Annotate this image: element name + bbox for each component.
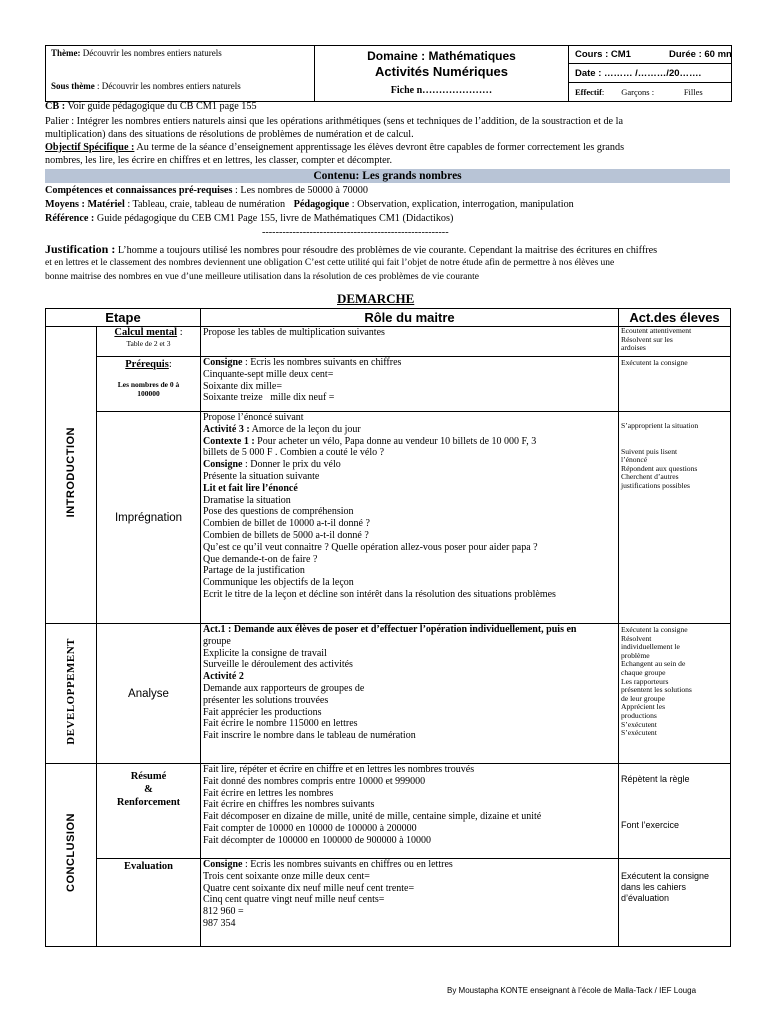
imp-line-11: Combien de billets de 5000 a-t-il donné ?: [203, 529, 369, 541]
table-row: [46, 357, 731, 412]
prereq-line-3: Soixante treize mille dix neuf =: [203, 392, 335, 404]
prereq-colon: :: [168, 359, 172, 370]
col-role: Rôle du maitre: [201, 309, 619, 327]
ana-line-10: Fait inscrire le nombre dans le tableau de numération: [203, 730, 416, 742]
prereq-consigne-text: : Ecris les nombres suivants en chiffres: [242, 357, 402, 368]
cours-value: Cours : CM1: [575, 49, 631, 60]
calcul-sub: Table de 2 et 3: [126, 339, 171, 348]
reference-text: Guide pédagogique du CEB CM1 Page 155, livre de Mathématiques CM1 (Didactikos): [94, 213, 454, 224]
competences-text: : Les nombres de 50000 à 70000: [232, 185, 368, 196]
effectif-label: Effectif: [575, 87, 602, 97]
impregnation-acts: [619, 412, 731, 624]
demarche-table: [45, 308, 731, 947]
moyens-line: [45, 199, 574, 211]
col-act: Act.des éleves: [619, 309, 731, 327]
competences-line: [45, 185, 368, 197]
imp-line-14: Partage de la justification: [203, 565, 305, 577]
pedagogique-label: Pédagogique: [293, 199, 350, 210]
res-act-1: Répètent la règle: [621, 774, 690, 784]
col-etape: Etape: [46, 309, 201, 327]
eval-line-4: 812 960 =: [203, 906, 244, 918]
res-line-1: Fait lire, répéter et écrire en chiffre et en lettres les nombres trouvés: [203, 764, 475, 775]
ana-act-3: individuellement le: [621, 642, 680, 652]
resume-title-2: &: [144, 784, 153, 795]
eval-consigne-label: Consigne: [203, 859, 243, 870]
ana-act-7: Les rapporteurs: [621, 676, 669, 686]
justification-line-1: [45, 243, 657, 257]
ana-act-12: S’exécutent: [621, 719, 657, 729]
calcul-etape: [97, 327, 201, 357]
objectif-text-1: Au terme de la séance d’enseignement apprentissage les élèves devront être capables de former correctement les grands: [134, 142, 625, 153]
ana-act-5: Echangent au sein de: [621, 659, 686, 669]
phase-intro-cell: [46, 327, 97, 624]
theme-value: Découvrir les nombres entiers naturels: [82, 48, 222, 58]
eval-line-2: Quatre cent soixante dix neuf mille neuf cent trente=: [203, 882, 415, 894]
imp-ctx-label: Contexte 1 :: [203, 435, 255, 447]
res-line-6: Fait compter de 10000 en 10000 de 100000 à 200000: [203, 822, 417, 834]
calcul-role: Propose les tables de multiplication suivantes: [201, 327, 619, 357]
imp-ctx-text: Pour acheter un vélo, Papa donne au vendeur 10 billets de 10 000 F, 3: [254, 435, 537, 447]
ana-act-9: de leur groupe: [621, 693, 665, 703]
eval-acts: [619, 859, 731, 947]
competences-label: Compétences et connaissances pré-requises: [45, 185, 233, 196]
demarche-title: DEMARCHE: [337, 291, 415, 306]
prereq-line-2: Soixante dix mille=: [203, 380, 282, 392]
table-header-row: [46, 309, 731, 327]
effectif-rest: : Garçons : Filles: [601, 87, 703, 97]
ana-act-6: chaque groupe: [621, 667, 666, 677]
sous-theme-value: : Découvrir les nombres entiers naturels: [97, 81, 241, 91]
calcul-title: Calcul mental: [114, 327, 178, 338]
res-line-5: Fait décomposer en dizaine de mille, unité de mille, centaine simple, dizaine et unité: [203, 811, 542, 823]
cb-label: CB :: [45, 101, 66, 112]
ana-line-2: groupe: [203, 635, 231, 647]
ana-act-10: Apprécient les: [621, 702, 666, 712]
pedagogique-text: : Observation, explication, interrogation, manipulation: [349, 199, 574, 210]
palier-line-2: multiplication) dans des situations de résolutions de problèmes de numération et de calcul.: [45, 129, 414, 140]
imp-act-b5: justifications possibles: [621, 480, 690, 490]
table-row: [46, 327, 731, 357]
eval-act-2: dans les cahiers: [621, 882, 687, 892]
contenu-banner: Contenu: Les grands nombres: [45, 169, 730, 183]
prereq-role: [201, 357, 619, 412]
ana-line-4: Surveille le déroulement des activités: [203, 659, 353, 671]
phase-conc-cell: [46, 764, 97, 947]
resume-title-3: Renforcement: [116, 797, 181, 808]
justification-line-3: bonne maitrise des nombres en vue d’une meilleure utilisation dans la résolution de ces problèmes de vie courante: [45, 272, 479, 282]
imp-line-8: Dramatise la situation: [203, 494, 291, 506]
date-value: Date : ……… /………/20…….: [575, 68, 702, 79]
imp-act-a1: S’approprient la situation: [621, 421, 699, 430]
ana-act-11: productions: [621, 710, 657, 720]
imp-line-13: Que demande-t-on de faire ?: [203, 553, 318, 565]
prereq-sub: Les nombres de 0 à 100000: [117, 380, 180, 398]
prereq-consigne-label: Consigne: [203, 357, 243, 368]
analyse-acts: [619, 624, 731, 764]
imp-line-12: Qu’est ce qu’il veut connaitre ? Quelle opération allez-vous poser pour aider papa ?: [203, 541, 538, 553]
eval-line-5: 987 354: [203, 917, 236, 929]
imp-act-b3: Répondent aux questions: [621, 463, 698, 473]
imp-act-b4: Cherchent d’autres: [621, 472, 679, 482]
calcul-act-1: Ecoutent attentivement: [621, 326, 692, 335]
res-line-2: Fait donné des nombres compris entre 10000 et 999000: [203, 775, 426, 787]
analyse-role: [201, 624, 619, 764]
imp-act3-text: Amorce de la leçon du jour: [249, 423, 361, 435]
ana-act-8: présentent les solutions: [621, 685, 692, 695]
phase-dev-cell: [46, 624, 97, 764]
justification-line-2: et en lettres et le classement des nombres deviennent une obligation C’est cette utilité qui fait l’objet de notre étude afin de permettre à nos élèves une: [45, 258, 615, 268]
ana-line-8: Fait apprécier les productions: [203, 706, 322, 718]
eval-role: [201, 859, 619, 947]
activites-title: Activités Numériques: [375, 64, 508, 79]
res-line-7: Fait décompter de 100000 en 100000 de 900000 à 10000: [203, 834, 432, 846]
resume-etape: [97, 764, 201, 859]
moyens-label: Moyens : Matériel: [45, 199, 125, 210]
resume-acts: [619, 764, 731, 859]
sous-theme-label: Sous thème: [51, 81, 95, 91]
phase-dev-label: DEVELOPPEMENT: [65, 637, 77, 745]
imp-act3-label: Activité 3 :: [203, 423, 250, 435]
calcul-acts: [619, 327, 731, 357]
table-row: [46, 412, 731, 624]
imp-line-7: Lit et fait lire l’énoncé: [203, 482, 298, 494]
ana-act-2: Résolvent: [621, 633, 652, 643]
objectif-line-1: [45, 142, 624, 154]
res-act-2: Font l’exercice: [621, 820, 680, 830]
domaine-cell: [315, 46, 569, 101]
imp-act-b2: l’énoncé: [621, 455, 648, 465]
imp-line-1: Propose l’énoncé suivant: [203, 412, 304, 423]
eval-etape: Evaluation: [97, 859, 201, 947]
prereq-title: Prérequis: [125, 359, 169, 370]
theme-label: Thème:: [51, 48, 81, 58]
calcul-act-2: Résolvent sur les: [621, 334, 673, 344]
prereq-line-1: Cinquante-sept mille deux cent=: [203, 368, 334, 380]
imp-consigne-label: Consigne: [203, 459, 243, 471]
eval-line-3: Cinq cent quatre vingt neuf mille neuf cents=: [203, 894, 385, 906]
domaine-title: Domaine : Mathématiques: [367, 49, 516, 63]
eval-line-1: Trois cent soixante onze mille deux cent=: [203, 870, 370, 882]
ana-line-9: Fait écrire le nombre 115000 en lettres: [203, 718, 358, 730]
moyens-text: : Tableau, craie, tableau de numération: [124, 199, 286, 210]
imp-line-16: Ecrit le titre de la leçon et décline son intérêt dans la résolution des situations problèmes: [203, 588, 556, 600]
cours-cell: [569, 46, 731, 101]
prereq-acts: [619, 357, 731, 412]
imp-consigne-text: : Donner le prix du vélo: [242, 459, 341, 471]
justification-label: Justification :: [45, 242, 116, 256]
prereq-etape: [97, 357, 201, 412]
objectif-line-2: nombres, les lire, les écrire en chiffres et en lettres, les classer, compter et décompter.: [45, 155, 393, 166]
table-row: [46, 764, 731, 859]
ana-line-1: Act.1 : Demande aux élèves de poser et d’effectuer l’opération individuellement, puis en: [203, 624, 577, 635]
prereq-act-1: Exécutent la consigne: [621, 358, 688, 367]
ana-line-5: Activité 2: [203, 671, 244, 683]
ana-line-3: Explicite la consigne de travail: [203, 647, 327, 659]
impregnation-role: [201, 412, 619, 624]
imp-ctx-line-2: billets de 5 000 F . Combien a couté le vélo ?: [203, 447, 385, 459]
palier-line-1: Palier : Intégrer les nombres entiers naturels ainsi que les opérations arithmétiques (sens et techniques de l’addition, de la soustraction et de la: [45, 116, 623, 127]
imp-act-b1: Suivent puis lisent: [621, 446, 678, 456]
objectif-label: Objectif Spécifique :: [45, 142, 135, 153]
imp-line-9: Pose des questions de compréhension: [203, 506, 354, 518]
separator-dashes: -------------------------------------------------------: [262, 227, 449, 238]
analyse-etape: Analyse: [97, 624, 201, 764]
table-row: [46, 859, 731, 947]
imp-line-6: Présente la situation suivante: [203, 470, 320, 482]
res-line-4: Fait écrire en chiffres les nombres suivants: [203, 799, 375, 811]
phase-intro-label: INTRODUCTION: [65, 427, 77, 518]
footer-credit: By Moustapha KONTE enseignant à l’école de Malla-Tack / IEF Louga: [447, 986, 697, 995]
calcul-colon: :: [177, 327, 183, 338]
eval-consigne-text: : Ecris les nombres suivants en chiffres ou en lettres: [242, 859, 453, 870]
table-row: [46, 624, 731, 764]
phase-conc-label: CONCLUSION: [65, 813, 77, 892]
calcul-act-3: ardoises: [621, 343, 646, 353]
resume-title-1: Résumé: [130, 771, 167, 782]
cb-line: [45, 101, 257, 113]
resume-role: [201, 764, 619, 859]
justification-text-1: L’homme a toujours utilisé les nombres pour résoudre des problèmes de vie courante. Cependant la maitrise des écritures en chiffres: [115, 245, 658, 256]
ana-line-7: présenter les solutions trouvées: [203, 694, 329, 706]
imp-line-15: Communique les objectifs de la leçon: [203, 577, 354, 589]
reference-label: Référence :: [45, 213, 95, 224]
duree-value: Durée : 60 mn: [669, 49, 732, 60]
eval-act-1: Exécutent la consigne: [621, 871, 710, 881]
fiche-number: Fiche n…………………: [390, 85, 493, 96]
ana-line-6: Demande aux rapporteurs de groupes de: [203, 682, 365, 694]
theme-cell: [46, 46, 315, 101]
ana-act-13: S’exécutent: [621, 728, 657, 738]
ana-act-1: Exécutent la consigne: [621, 625, 688, 634]
header-box: [45, 45, 732, 102]
imp-line-10: Combien de billet de 10000 a-t-il donné ?: [203, 518, 370, 530]
impregnation-etape: Imprégnation: [97, 412, 201, 624]
cb-text: Voir guide pédagogique du CB CM1 page 155: [65, 101, 257, 112]
res-line-3: Fait écrire en lettres les nombres: [203, 787, 334, 799]
reference-line: [45, 213, 453, 225]
eval-act-3: d’évaluation: [621, 893, 670, 903]
ana-act-4: problème: [621, 650, 650, 660]
